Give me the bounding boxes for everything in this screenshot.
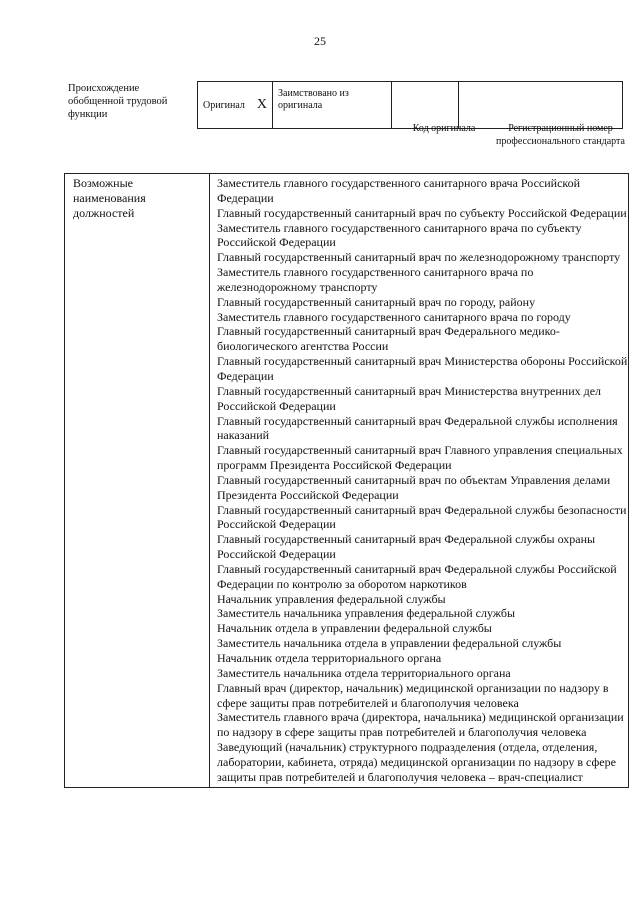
position-item: Главный государственный санитарный врач Федеральной службы Российской Федерации по контролю за оборотом наркотиков bbox=[217, 561, 617, 591]
position-item: Главный государственный санитарный врач по субъекту Российской Федерации bbox=[217, 205, 627, 220]
position-item: Главный государственный санитарный врач по железнодорожному транспорту bbox=[217, 250, 621, 265]
position-item: Главный государственный санитарный врач Федеральной службы исполнения наказаний bbox=[217, 413, 618, 443]
position-item: Заместитель главного государственного санитарного врача по железнодорожному транспорту bbox=[217, 265, 534, 294]
position-item: Заместитель главного врача (директора, начальника) медицинской организации по надзору в сфере защиты прав потребителей и благополучия человека bbox=[217, 710, 624, 740]
code-label: Код оригинала bbox=[412, 123, 476, 134]
position-item: Заместитель главного государственного санитарного врача Российской Федерации bbox=[217, 176, 581, 205]
position-item: Главный государственный санитарный врач Федеральной службы охраны Российской Федерации bbox=[217, 532, 596, 562]
positions-list bbox=[210, 174, 629, 788]
position-item: Главный государственный санитарный врач Федеральной службы безопасности Российской Федерации bbox=[217, 502, 627, 532]
position-item: Главный государственный санитарный врач Федерального медико-биологического агентства России bbox=[217, 324, 560, 354]
borrowed-cell bbox=[273, 82, 392, 129]
position-item: Заместитель начальника отдела территориального органа bbox=[217, 665, 511, 680]
original-mark: X bbox=[256, 97, 268, 112]
position-item: Заместитель начальника отдела в управлении федеральной службы bbox=[217, 636, 562, 651]
position-item: Главный врач (директор, начальник) медицинской организации по надзору в сфере защиты прав потребителей и благополучия человека bbox=[217, 680, 609, 710]
positions-table bbox=[64, 173, 629, 788]
position-item: Заместитель начальника управления федеральной службы bbox=[217, 606, 516, 621]
position-item: Главный государственный санитарный врач по объектам Управления делами Президента Российской Федерации bbox=[217, 472, 611, 502]
original-label: Оригинал bbox=[203, 100, 245, 111]
original-cell bbox=[198, 82, 273, 129]
position-item: Главный государственный санитарный врач Министерства внутренних дел Российской Федерации bbox=[217, 383, 602, 413]
position-item: Начальник отдела в управлении федеральной службы bbox=[217, 621, 492, 636]
page-number: 25 bbox=[314, 34, 326, 48]
position-item: Начальник управления федеральной службы bbox=[217, 591, 446, 606]
position-item: Заместитель главного государственного санитарного врача по городу bbox=[217, 309, 571, 324]
origin-label: Происхождение обобщенной трудовой функции bbox=[68, 83, 168, 120]
position-item: Заместитель главного государственного санитарного врача по субъекту Российской Федерации bbox=[217, 220, 582, 250]
position-item: Начальник отдела территориального органа bbox=[217, 651, 442, 665]
position-item: Главный государственный санитарный врач Главного управления специальных программ Президента Российской Федерации bbox=[217, 443, 623, 473]
reg-number-label: Регистрационный номер профессионального стандарта bbox=[496, 123, 625, 147]
reg-number-cell bbox=[459, 82, 623, 129]
origin-table bbox=[197, 81, 623, 129]
position-item: Главный государственный санитарный врач Министерства обороны Российской Федерации bbox=[217, 354, 628, 383]
borrowed-label: Заимствовано из оригинала bbox=[278, 88, 349, 111]
positions-label: Возможные наименования должностей bbox=[65, 174, 210, 788]
position-item: Главный государственный санитарный врач по городу, району bbox=[217, 294, 536, 309]
position-item: Заведующий (начальник) структурного подразделения (отдела, отделения, лаборатории, кабинета, отряда) медицинской организации по надзору в сфере защиты прав потребителей и благополучия человека – врач-специалист bbox=[217, 740, 616, 784]
code-cell bbox=[392, 82, 459, 129]
